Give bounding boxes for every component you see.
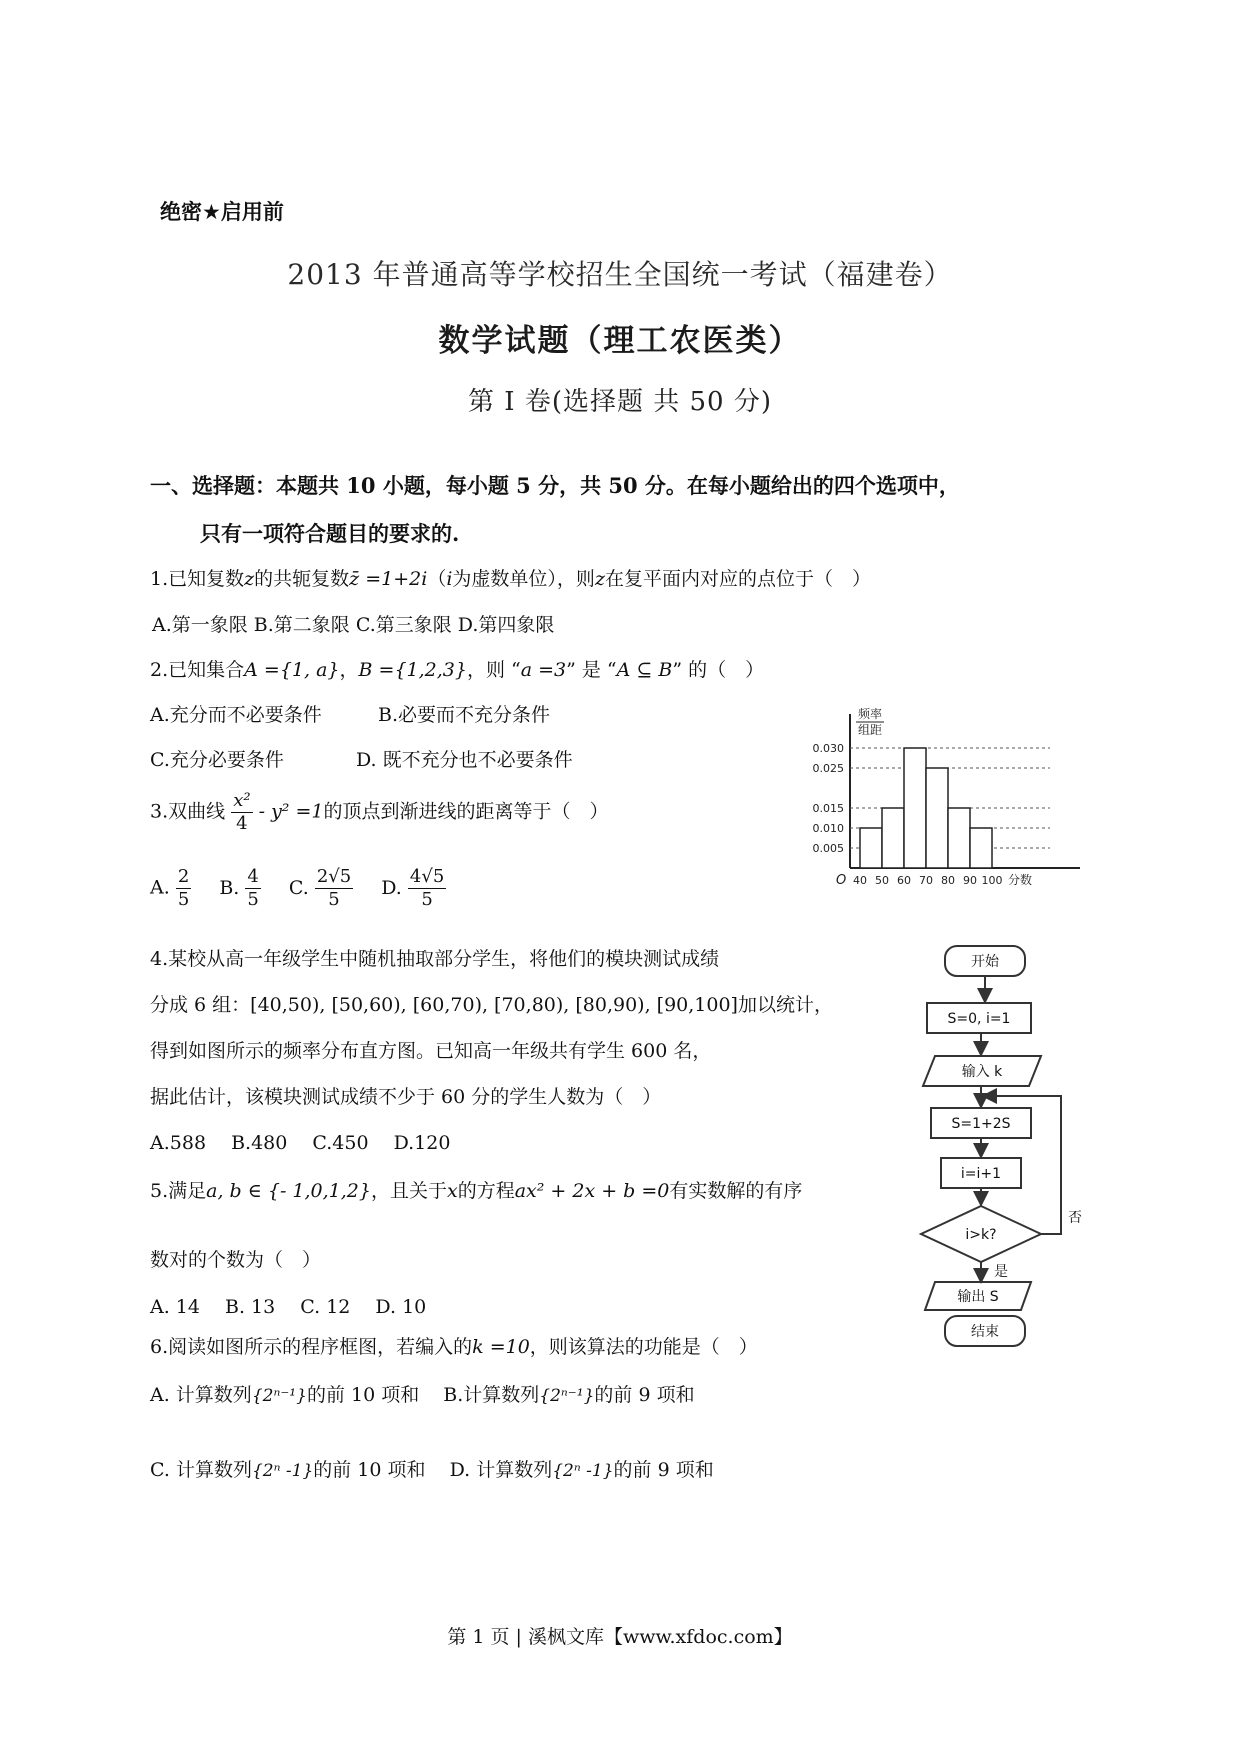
q2-set-a: A ={1, a} bbox=[244, 659, 340, 681]
q5-stem: 5.满足 bbox=[150, 1180, 207, 1202]
q2-option-c: C.充分必要条件 bbox=[150, 749, 284, 771]
q2-stem: ，则 “ bbox=[466, 659, 521, 681]
histogram-bar bbox=[970, 828, 992, 868]
page-footer: 第 1 页 | 溪枫文库【www.xfdoc.com】 bbox=[447, 1626, 793, 1648]
section-heading-line1: 一、选择题：本题共 10 小题，每小题 5 分，共 50 分。在每小题给出的四个选项中， bbox=[150, 473, 960, 498]
y-axis-title-top: 频率 bbox=[858, 707, 883, 721]
x-tick-label: 40 bbox=[853, 874, 867, 887]
y-axis-title-bottom: 组距 bbox=[858, 723, 883, 737]
q6-option-a: A. 计算数列 bbox=[150, 1384, 252, 1406]
q4-options: A.588 B.480 C.450 D.120 bbox=[150, 1132, 451, 1154]
q5-equation: ax² + 2x + b =0 bbox=[514, 1180, 670, 1202]
flow-output-label: 输出 S bbox=[957, 1289, 999, 1305]
x-tick-label: 70 bbox=[919, 874, 933, 887]
q4-line4: 据此估计，该模块测试成绩不少于 60 分的学生人数为（ ） bbox=[150, 1086, 662, 1108]
y-tick-label: 0.005 bbox=[812, 842, 844, 855]
q6-option-c: C. 计算数列 bbox=[150, 1459, 252, 1481]
q2-relation: A ⊆ B bbox=[616, 659, 673, 681]
flow-input-label: 输入 k bbox=[961, 1064, 1003, 1080]
x-tick-label: 50 bbox=[875, 874, 889, 887]
q1-stem: （ bbox=[427, 568, 447, 590]
question-2 bbox=[150, 655, 764, 682]
y-tick-label: 0.025 bbox=[812, 762, 844, 775]
q1-stem: 在复平面内对应的点位于（ ） bbox=[604, 568, 871, 590]
program-flowchart bbox=[905, 940, 1095, 1340]
section-heading-line2: 只有一项符合题目的要求的. bbox=[200, 521, 460, 546]
q6-option-d: D. 计算数列 bbox=[449, 1459, 553, 1481]
q2-condition: a =3 bbox=[520, 659, 567, 681]
x-tick-label: 60 bbox=[897, 874, 911, 887]
histogram-bar bbox=[882, 808, 904, 868]
flow-assign-label: S=1+2S bbox=[951, 1116, 1011, 1132]
y-tick-label: 0.010 bbox=[812, 822, 844, 835]
flow-incr-label: i=i+1 bbox=[960, 1166, 1002, 1182]
flow-yes-label: 是 bbox=[994, 1264, 1008, 1280]
q6-seq-c: {2ⁿ -1} bbox=[251, 1461, 314, 1481]
q5-var-x: x bbox=[446, 1180, 458, 1202]
histogram-bar bbox=[904, 748, 926, 868]
histogram-bar bbox=[948, 808, 970, 868]
q1-var-z: z bbox=[594, 568, 605, 590]
q6-options-ab: A. 计算数列{2ⁿ⁻¹}的前 10 项和 B.计算数列{2ⁿ⁻¹}的前 9 项和 bbox=[150, 1384, 695, 1406]
q3-option-a: A. bbox=[150, 876, 170, 899]
q4-line2: 分成 6 组：[40,50), [50,60), [60,70), [70,80), [80,90), [90,100]加以统计， bbox=[150, 994, 833, 1016]
flow-start-label: 开始 bbox=[971, 954, 999, 970]
q6-options-cd: C. 计算数列{2ⁿ -1}的前 10 项和 D. 计算数列{2ⁿ -1}的前 9 项和 bbox=[150, 1459, 714, 1481]
flow-end-shape bbox=[905, 1312, 1095, 1352]
q5-options: A. 14 B. 13 C. 12 D. 10 bbox=[150, 1296, 427, 1318]
q6-stem: ，则该算法的功能是（ ） bbox=[529, 1336, 758, 1358]
flow-no-label: 否 bbox=[1068, 1210, 1082, 1226]
q3-fraction: $\frac{\text{x²}}{4}$ bbox=[233, 790, 251, 834]
q3-stem: 3.双曲线 bbox=[150, 800, 226, 823]
q1-stem: 的共轭复数 bbox=[254, 568, 350, 590]
q3-options: A. $\frac{2}{5}$ B. $\frac{4}{5}$ C. $\frac{2√5}{5}$ D. $\frac{4√5}{5}$ bbox=[150, 866, 445, 910]
q1-expr: z̄ =1+2i bbox=[349, 568, 428, 590]
y-tick-label: 0.015 bbox=[812, 802, 844, 815]
q1-var-i: i bbox=[446, 568, 453, 590]
question-5 bbox=[150, 1176, 802, 1203]
histogram-bar bbox=[860, 828, 882, 868]
q6-seq-a: {2ⁿ⁻¹} bbox=[251, 1386, 307, 1406]
q2-option-a: A.充分而不必要条件 bbox=[150, 704, 322, 726]
q2-option-d: D. 既不充分也不必要条件 bbox=[356, 749, 573, 771]
q1-options: A.第一象限 B.第二象限 C.第三象限 D.第四象限 bbox=[152, 614, 555, 636]
q2-stem: ” 是 “ bbox=[566, 659, 617, 681]
confidential-label: 绝密★启用前 bbox=[160, 200, 284, 224]
q5-stem: ，且关于 bbox=[370, 1180, 447, 1202]
q4-line1: 4.某校从高一年级学生中随机抽取部分学生，将他们的模块测试成绩 bbox=[150, 948, 720, 970]
q4-line3: 得到如图所示的频率分布直方图。已知高一年级共有学生 600 名， bbox=[150, 1040, 712, 1062]
volume-title: 第 I 卷(选择题 共 50 分) bbox=[468, 387, 772, 417]
flow-end-label: 结束 bbox=[971, 1324, 999, 1340]
q2-set-b: B ={1,2,3} bbox=[358, 659, 467, 681]
exam-title: 2013 年普通高等学校招生全国统一考试（福建卷） bbox=[287, 258, 953, 291]
q3-option-c: C. bbox=[288, 876, 309, 899]
q5-condition: a, b ∈ {- 1,0,1,2} bbox=[206, 1180, 371, 1202]
q1-stem: 1.已知复数 bbox=[150, 568, 245, 590]
q3-stem: 的顶点到渐进线的距离等于（ ） bbox=[323, 800, 609, 823]
x-axis-title: 分数 bbox=[1008, 873, 1033, 887]
origin-label: O bbox=[836, 873, 847, 888]
question-3 bbox=[150, 790, 608, 835]
x-tick-label: 90 bbox=[963, 874, 977, 887]
q6-option-b: B.计算数列 bbox=[443, 1384, 540, 1406]
q2-stem: ， bbox=[339, 659, 359, 681]
x-tick-label: 80 bbox=[941, 874, 955, 887]
q3-option-b: B. bbox=[219, 876, 240, 899]
q1-stem: 为虚数单位），则 bbox=[452, 568, 595, 590]
q3-option-d: D. bbox=[381, 876, 402, 899]
q5-stem: 的方程 bbox=[457, 1180, 515, 1202]
q6-k: k =10 bbox=[472, 1336, 530, 1358]
q6-seq-b: {2ⁿ⁻¹} bbox=[539, 1386, 595, 1406]
q6-seq-d: {2ⁿ -1} bbox=[552, 1461, 614, 1481]
question-6 bbox=[150, 1332, 758, 1359]
q5-line2: 数对的个数为（ ） bbox=[150, 1249, 322, 1271]
question-1 bbox=[150, 564, 871, 591]
q2-option-b: B.必要而不充分条件 bbox=[378, 704, 551, 726]
q1-var-z: z bbox=[244, 568, 255, 590]
x-tick-label: 100 bbox=[981, 874, 1003, 887]
frequency-histogram bbox=[790, 698, 1120, 898]
flow-cond-label: i>k? bbox=[965, 1227, 997, 1243]
q3-expr: - y² =1 bbox=[258, 800, 324, 823]
subject-title: 数学试题（理工农医类） bbox=[438, 323, 802, 359]
q5-stem: 有实数解的有序 bbox=[669, 1180, 803, 1202]
histogram-bar bbox=[926, 768, 948, 868]
q2-stem: 2.已知集合 bbox=[150, 659, 245, 681]
y-tick-label: 0.030 bbox=[812, 742, 844, 755]
flow-init-label: S=0, i=1 bbox=[947, 1011, 1011, 1027]
q2-stem: ” 的（ ） bbox=[672, 659, 765, 681]
q6-stem: 6.阅读如图所示的程序框图，若编入的 bbox=[150, 1336, 473, 1358]
